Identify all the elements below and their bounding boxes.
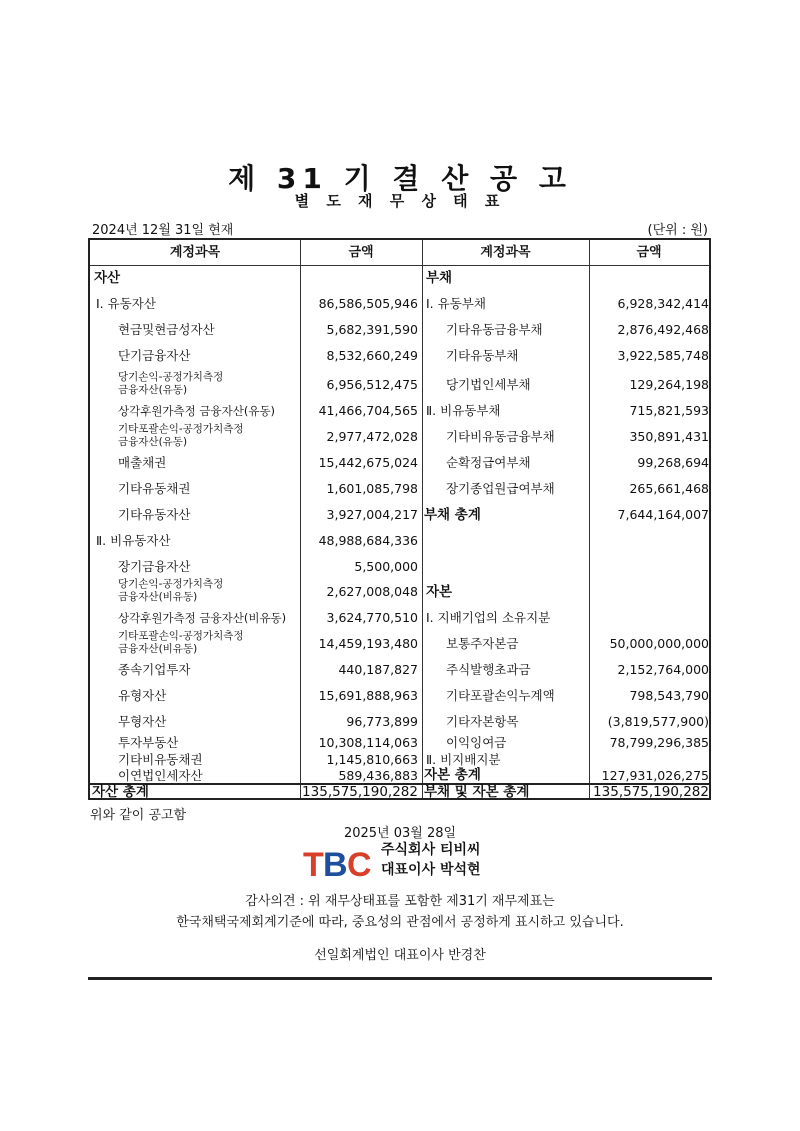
auditor-name: 선일회계법인 대표이사 반경찬	[314, 948, 486, 963]
table-row	[422, 478, 709, 500]
table-row	[90, 578, 422, 606]
table-row	[422, 711, 709, 733]
row-amount: 50,000,000,000	[609, 636, 709, 651]
row-label: 상각후원가측정 금융자산(비유동)	[118, 611, 287, 625]
row-amount: 1,601,085,798	[326, 481, 418, 496]
table-row	[90, 556, 422, 578]
row-label: 기타유동부채	[446, 348, 519, 363]
announcement-date: 2025년 03월 28일	[343, 826, 457, 841]
tbc-logo	[303, 843, 373, 883]
row-label: 종속기업투자	[118, 662, 191, 677]
row-label: 기타유동금융부채	[446, 322, 543, 337]
logo-text: T	[303, 846, 324, 883]
row-amount: 798,543,790	[629, 688, 709, 703]
row-amount: 589,436,883	[338, 768, 418, 783]
row-amount: 6,956,512,475	[326, 377, 418, 392]
row-amount: 3,922,585,748	[617, 348, 709, 363]
table-row	[422, 607, 709, 629]
row-label: 기타포괄손익-공정가치측정 금융자산(유동)	[118, 423, 244, 448]
row-amount: 48,988,684,336	[318, 533, 418, 548]
row-label: Ⅱ. 비유동자산	[96, 533, 171, 548]
table-row	[422, 659, 709, 681]
row-amount: 2,977,472,028	[326, 429, 418, 444]
announcement-note: 위와 같이 공고함	[90, 808, 187, 823]
row-label: 매출채권	[118, 455, 167, 470]
row-label: 유형자산	[118, 688, 167, 703]
row-label: 당기법인세부채	[446, 377, 531, 392]
table-row	[90, 371, 422, 399]
table-row	[90, 734, 422, 752]
row-label: 단기금융자산	[118, 348, 191, 363]
company-name: 주식회사 티비씨	[381, 842, 481, 858]
row-amount: 135,575,190,282	[593, 784, 709, 800]
unit-label: (단위 : 원)	[647, 223, 708, 238]
row-label: 부채 총계	[424, 507, 481, 523]
table-row	[422, 345, 709, 367]
table-row	[90, 630, 422, 658]
svg-text:C: C	[347, 846, 372, 883]
row-label: Ⅰ. 유동자산	[96, 296, 156, 311]
table-row	[90, 659, 422, 681]
row-amount: 265,661,468	[629, 481, 709, 496]
row-amount: 99,268,694	[637, 455, 709, 470]
row-label: 주식발행초과금	[446, 662, 531, 677]
row-amount: 15,691,888,963	[318, 688, 418, 703]
header-amount-right: 금액	[636, 245, 662, 260]
row-amount: 1,145,810,663	[326, 752, 418, 767]
header-account-right: 계정과목	[480, 245, 531, 260]
total-row	[90, 784, 422, 800]
row-amount: (3,819,577,900)	[607, 714, 709, 729]
row-label: 기타포괄손익누계액	[446, 688, 555, 703]
row-label: 투자부동산	[118, 735, 179, 750]
row-label: 당기손익-공정가치측정 금융자산(비유동)	[118, 578, 224, 603]
row-label: Ⅱ. 비유동부채	[426, 403, 501, 418]
row-amount: 78,799,296,385	[609, 735, 709, 750]
row-amount: 14,459,193,480	[318, 636, 418, 651]
row-amount: 41,466,704,565	[318, 403, 418, 418]
table-row	[90, 504, 422, 526]
row-amount: 3,624,770,510	[326, 610, 418, 625]
table-row	[90, 423, 422, 451]
row-amount: 86,586,505,946	[318, 296, 418, 311]
grand-total-row	[422, 784, 709, 800]
page-title: 제 31 기 결 산 공 고	[228, 162, 572, 195]
row-label: Ⅰ. 지배기업의 소유지분	[426, 610, 551, 625]
row-label: 자본 총계	[424, 767, 481, 783]
table-row	[422, 374, 709, 396]
page-subtitle: 별 도 재 무 상 태 표	[294, 192, 506, 210]
bottom-rule	[88, 977, 712, 980]
row-label: 부채 및 자본 총계	[424, 784, 530, 800]
row-amount: 5,500,000	[354, 559, 418, 574]
row-label: 상각후원가측정 금융자산(유동)	[118, 404, 276, 418]
table-row	[422, 633, 709, 655]
audit-line-1: 감사의견 : 위 재무상태표를 포함한 제31기 재무제표는	[245, 894, 555, 909]
row-label: 기타유동채권	[118, 481, 191, 496]
row-label: 자산 총계	[92, 784, 149, 800]
table-row	[90, 319, 422, 341]
row-amount: 715,821,593	[629, 403, 709, 418]
table-row	[422, 685, 709, 707]
table-row	[90, 293, 422, 315]
row-amount: 96,773,899	[346, 714, 418, 729]
row-label: 기타비유동금융부채	[446, 429, 555, 444]
row-amount: 2,627,008,048	[326, 584, 418, 599]
table-row	[422, 452, 709, 474]
row-amount: 2,876,492,468	[617, 322, 709, 337]
audit-line-2: 한국채택국제회계기준에 따라, 중요성의 관점에서 공정하게 표시하고 있습니다.	[176, 915, 624, 930]
liabilities-heading: 부채	[426, 270, 453, 286]
row-amount: 127,931,026,275	[601, 768, 709, 783]
table-row	[90, 345, 422, 367]
table-row	[422, 293, 709, 315]
row-amount: 15,442,675,024	[318, 455, 418, 470]
header-divider	[90, 265, 709, 266]
row-amount: 440,187,827	[338, 662, 418, 677]
total-row	[422, 504, 709, 526]
ceo-name: 대표이사 박석현	[381, 862, 481, 878]
row-label: 무형자산	[118, 714, 167, 729]
as-of-date: 2024년 12월 31일 현재	[92, 223, 234, 238]
row-label: 기타유동자산	[118, 507, 191, 522]
row-amount: 5,682,391,590	[326, 322, 418, 337]
row-amount: 129,264,198	[629, 377, 709, 392]
row-amount: 8,532,660,249	[326, 348, 418, 363]
row-label: 당기손익-공정가치측정 금융자산(유동)	[118, 371, 224, 396]
row-amount: 6,928,342,414	[617, 296, 709, 311]
row-amount: 135,575,190,282	[302, 784, 418, 800]
table-row	[90, 478, 422, 500]
table-row	[422, 400, 709, 422]
row-label: 장기금융자산	[118, 559, 191, 574]
row-amount: 2,152,764,000	[617, 662, 709, 677]
row-label: 장기종업원급여부채	[446, 481, 555, 496]
header-account: 계정과목	[169, 245, 221, 260]
svg-text:B: B	[323, 846, 348, 883]
table-row	[422, 734, 709, 752]
row-label: 순확정급여부채	[446, 455, 531, 470]
row-label: Ⅰ. 유동부채	[426, 296, 486, 311]
table-row	[90, 452, 422, 474]
row-label: 기타포괄손익-공정가치측정 금융자산(비유동)	[118, 630, 244, 655]
row-label: Ⅱ. 비지배지분	[426, 752, 501, 767]
table-row	[422, 319, 709, 341]
table-row	[90, 767, 422, 784]
audit-opinion	[0, 891, 800, 933]
balance-sheet-table	[88, 238, 711, 800]
table-row	[422, 426, 709, 448]
total-row	[422, 767, 709, 784]
assets-heading: 자산	[94, 270, 121, 286]
row-label: 기타자본항목	[446, 714, 519, 729]
row-amount: 3,927,004,217	[326, 507, 418, 522]
table-row	[90, 685, 422, 707]
company-block	[381, 840, 481, 880]
row-label: 기타비유동채권	[118, 752, 203, 767]
row-label: 이익잉여금	[446, 735, 507, 750]
equity-heading: 자본	[426, 584, 453, 600]
row-label: 보통주자본금	[446, 636, 519, 651]
table-row	[90, 530, 422, 552]
row-label: 이연법인세자산	[118, 768, 203, 783]
table-row	[90, 400, 422, 422]
table-row	[90, 607, 422, 629]
row-amount: 10,308,114,063	[318, 735, 418, 750]
table-row	[90, 711, 422, 733]
row-amount: 350,891,431	[629, 429, 709, 444]
row-label: 현금및현금성자산	[118, 322, 215, 337]
row-amount: 7,644,164,007	[617, 507, 709, 522]
header-amount: 금액	[348, 245, 374, 260]
